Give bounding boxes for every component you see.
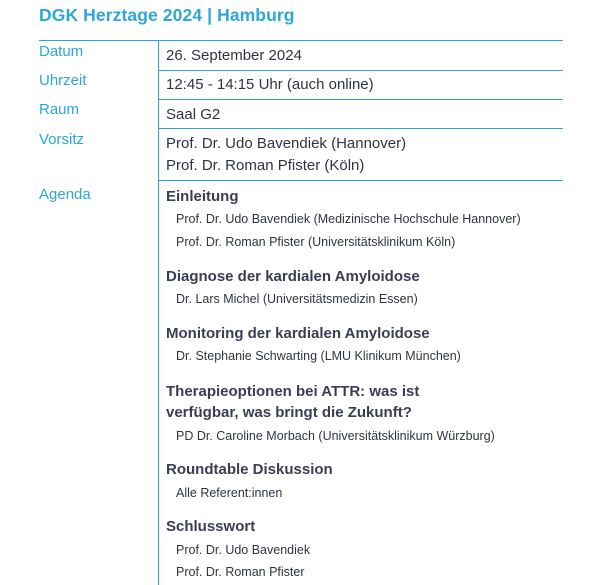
room-label: Raum [39,101,80,118]
agenda-item-title: Einleitung [166,188,239,205]
divider-chair [158,180,563,181]
time-label: Uhrzeit [39,72,87,89]
time-value: 12:45 - 14:15 Uhr (auch online) [166,76,374,93]
date-value: 26. September 2024 [166,47,302,64]
agenda-speaker: Alle Referent:innen [176,486,283,500]
divider-top [39,40,563,41]
page-title: DGK Herztage 2024 | Hamburg [39,5,295,25]
room-value: Saal G2 [166,106,221,123]
agenda-item-title: Therapieoptionen bei ATTR: was ist [166,383,420,400]
date-label: Datum [39,43,84,60]
agenda-speaker: Prof. Dr. Roman Pfister [176,565,305,579]
agenda-speaker: Dr. Lars Michel (Universitätsmedizin Essen) [176,292,418,306]
divider-date [158,70,563,71]
divider-room [158,128,563,129]
chair-2: Prof. Dr. Roman Pfister (Köln) [166,157,365,174]
agenda-item-title: Roundtable Diskussion [166,461,333,478]
agenda-item-title: Schlusswort [166,518,256,535]
agenda-speaker: Prof. Dr. Roman Pfister (Universitätsklinikum Köln) [176,235,456,249]
chair-label: Vorsitz [39,131,85,148]
agenda-speaker: Prof. Dr. Udo Bavendiek (Medizinische Hochschule Hannover) [176,212,521,226]
agenda-speaker: Prof. Dr. Udo Bavendiek [176,543,311,557]
agenda-item-title: Diagnose der kardialen Amyloidose [166,268,420,285]
column-divider [158,41,159,585]
agenda-item-title-cont: verfügbar, was bringt die Zukunft? [166,404,412,421]
agenda-label: Agenda [39,186,91,203]
chair-1: Prof. Dr. Udo Bavendiek (Hannover) [166,135,407,152]
agenda-item-title: Monitoring der kardialen Amyloidose [166,325,430,342]
agenda-speaker: Dr. Stephanie Schwarting (LMU Klinikum München) [176,349,461,363]
agenda-speaker: PD Dr. Caroline Morbach (Universitätsklinikum Würzburg) [176,429,495,443]
divider-time [158,99,563,100]
